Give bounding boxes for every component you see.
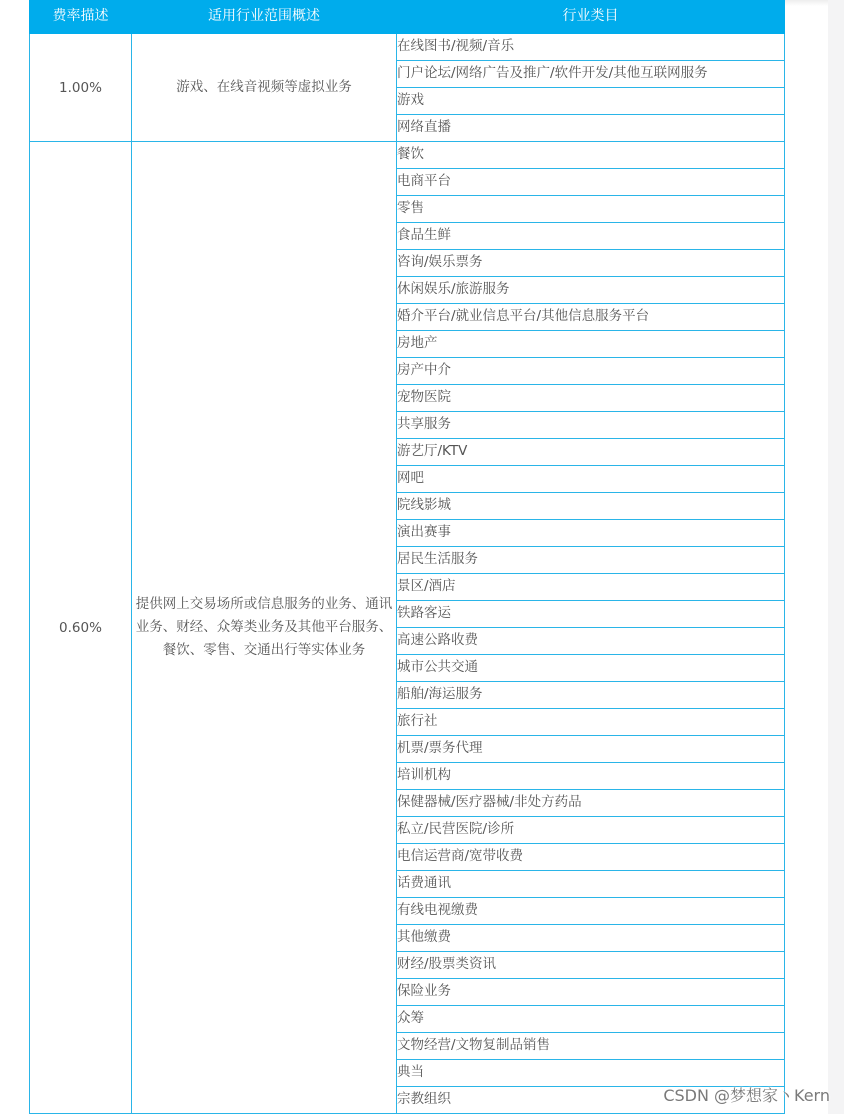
industry-cell: 景区/酒店	[397, 574, 785, 601]
industry-cell: 铁路客运	[397, 601, 785, 628]
industry-cell: 游戏	[397, 88, 785, 115]
industry-cell: 保健器械/医疗器械/非处方药品	[397, 790, 785, 817]
fee-rate-table	[29, 0, 785, 1114]
header-shadow	[784, 0, 828, 6]
industry-cell: 共享服务	[397, 412, 785, 439]
header-category: 行业类目	[397, 1, 785, 34]
table-header-row	[30, 1, 785, 34]
industry-cell: 网吧	[397, 466, 785, 493]
industry-cell: 城市公共交通	[397, 655, 785, 682]
industry-cell: 门户论坛/网络广告及推广/软件开发/其他互联网服务	[397, 61, 785, 88]
industry-cell: 财经/股票类资讯	[397, 952, 785, 979]
industry-cell: 机票/票务代理	[397, 736, 785, 763]
industry-cell: 房产中介	[397, 358, 785, 385]
table-row	[30, 34, 785, 61]
industry-cell: 咨询/娱乐票务	[397, 250, 785, 277]
industry-cell: 休闲娱乐/旅游服务	[397, 277, 785, 304]
table-body	[30, 34, 785, 1114]
scrollbar-track[interactable]	[828, 0, 844, 1114]
scope-cell: 游戏、在线音视频等虚拟业务	[132, 34, 397, 142]
industry-cell: 文物经营/文物复制品销售	[397, 1033, 785, 1060]
industry-cell: 居民生活服务	[397, 547, 785, 574]
industry-cell: 旅行社	[397, 709, 785, 736]
industry-cell: 船舶/海运服务	[397, 682, 785, 709]
industry-cell: 婚介平台/就业信息平台/其他信息服务平台	[397, 304, 785, 331]
scope-cell: 提供网上交易场所或信息服务的业务、通讯业务、财经、众筹类业务及其他平台服务、餐饮、零售、交通出行等实体业务	[132, 142, 397, 1114]
industry-cell: 其他缴费	[397, 925, 785, 952]
industry-cell: 高速公路收费	[397, 628, 785, 655]
industry-cell: 培训机构	[397, 763, 785, 790]
industry-cell: 零售	[397, 196, 785, 223]
table-row	[30, 142, 785, 169]
rate-cell: 1.00%	[30, 34, 132, 142]
industry-cell: 院线影城	[397, 493, 785, 520]
watermark: CSDN @梦想家丶Kern	[663, 1086, 830, 1105]
rate-cell: 0.60%	[30, 142, 132, 1114]
industry-cell: 食品生鲜	[397, 223, 785, 250]
industry-cell: 宠物医院	[397, 385, 785, 412]
industry-cell: 游艺厅/KTV	[397, 439, 785, 466]
industry-cell: 电商平台	[397, 169, 785, 196]
industry-cell: 有线电视缴费	[397, 898, 785, 925]
industry-cell: 房地产	[397, 331, 785, 358]
industry-cell: 网络直播	[397, 115, 785, 142]
industry-cell: 典当	[397, 1060, 785, 1087]
header-rate: 费率描述	[30, 1, 132, 34]
industry-cell: 话费通讯	[397, 871, 785, 898]
industry-cell: 电信运营商/宽带收费	[397, 844, 785, 871]
industry-cell: 私立/民营医院/诊所	[397, 817, 785, 844]
industry-cell: 餐饮	[397, 142, 785, 169]
industry-cell: 演出赛事	[397, 520, 785, 547]
header-scope: 适用行业范围概述	[132, 1, 397, 34]
industry-cell: 保险业务	[397, 979, 785, 1006]
industry-cell: 在线图书/视频/音乐	[397, 34, 785, 61]
industry-cell: 宗教组织	[397, 1087, 785, 1114]
industry-cell: 众筹	[397, 1006, 785, 1033]
